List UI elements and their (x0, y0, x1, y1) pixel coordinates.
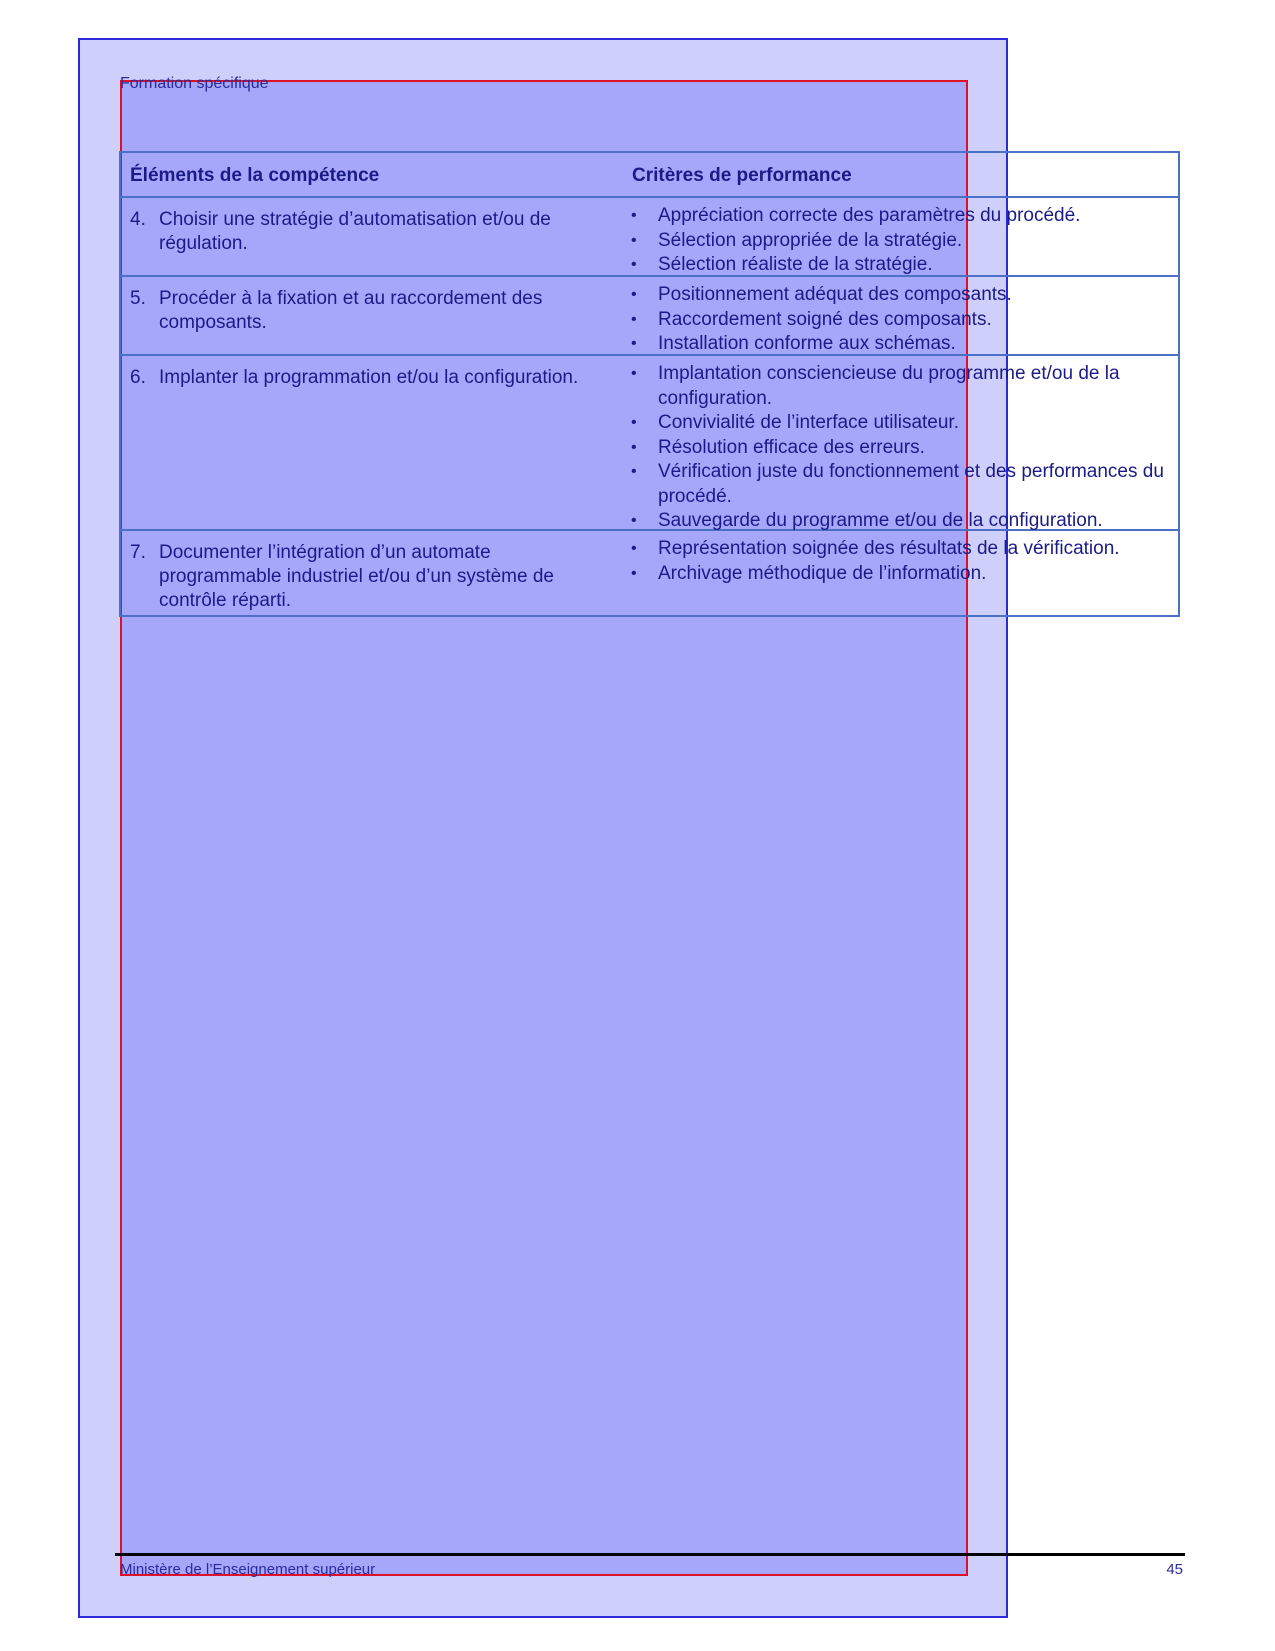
bullet-icon: • (631, 438, 637, 456)
table-row (121, 356, 1178, 531)
criterion-item: • Implantation consciencieuse du programme et/ou de la configuration. (631, 363, 1120, 409)
bullet-icon: • (631, 463, 637, 480)
criterion-item: • Convivialité de l’interface utilisateur. (629, 411, 1174, 436)
element-text: Choisir une stratégie d’automatisation et/ou de régulation. (159, 209, 551, 254)
bullet-icon: • (631, 564, 637, 582)
table-row (121, 531, 1178, 615)
element-cell (130, 366, 590, 390)
criterion-item: • Archivage méthodique de l’information. (629, 562, 1174, 587)
element-number: 5. (130, 288, 146, 309)
criterion-item: • Résolution efficace des erreurs. (629, 436, 1174, 461)
criteria-list (629, 537, 1174, 586)
table-row (121, 198, 1178, 277)
competence-table (119, 151, 1180, 617)
bullet-icon: • (631, 414, 637, 431)
criterion-item: • Installation conforme aux schémas. (629, 332, 1174, 357)
criterion-item: • Positionnement adéquat des composants. (629, 283, 1174, 308)
bullet-icon: • (631, 365, 637, 382)
element-cell (130, 287, 590, 335)
criterion-item: • Sélection appropriée de la stratégie. (629, 229, 1174, 254)
criterion-item: • Sélection réaliste de la stratégie. (629, 253, 1174, 278)
criteria-list (629, 283, 1174, 357)
page-number: 45 (1166, 1561, 1183, 1578)
criterion-item: • Vérification juste du fonctionnement et des performances du procédé. (631, 461, 1164, 507)
criteria-list (629, 362, 1174, 534)
criterion-item: • Appréciation correcte des paramètres du procédé. (629, 204, 1174, 229)
criteria-list (629, 204, 1174, 278)
criterion-item: • Représentation soignée des résultats de la vérification. (629, 537, 1174, 562)
bullet-icon: • (631, 540, 637, 557)
bullet-icon: • (631, 310, 637, 328)
element-number: 7. (130, 542, 146, 563)
element-text: Procéder à la fixation et au raccordement des composants. (159, 288, 543, 333)
bullet-icon: • (631, 335, 637, 352)
element-cell (130, 208, 590, 256)
table-row (121, 277, 1178, 356)
column-header-elements: Éléments de la compétence (130, 165, 380, 186)
bullet-icon: • (631, 231, 637, 249)
element-number: 4. (130, 209, 146, 230)
element-text: Implanter la programmation et/ou la configuration. (159, 367, 579, 388)
element-text: Documenter l’intégration d’un automate programmable industriel et/ou d’un système de contrôle réparti. (159, 542, 554, 611)
bullet-icon: • (631, 207, 637, 224)
bullet-icon: • (631, 256, 637, 273)
element-number: 6. (130, 367, 146, 388)
criterion-item: • Sauvegarde du programme et/ou de la configuration. (629, 509, 1174, 534)
bullet-icon: • (631, 286, 637, 303)
running-header: Formation spécifique (120, 75, 269, 92)
criterion-item: • Raccordement soigné des composants. (629, 308, 1174, 333)
footer-ministry: Ministère de l’Enseignement supérieur (120, 1561, 376, 1578)
bullet-icon: • (631, 512, 637, 529)
element-cell (130, 541, 590, 613)
footer-rule (115, 1553, 1185, 1556)
column-header-criteria: Critères de performance (632, 165, 852, 186)
table-header (121, 153, 1178, 198)
